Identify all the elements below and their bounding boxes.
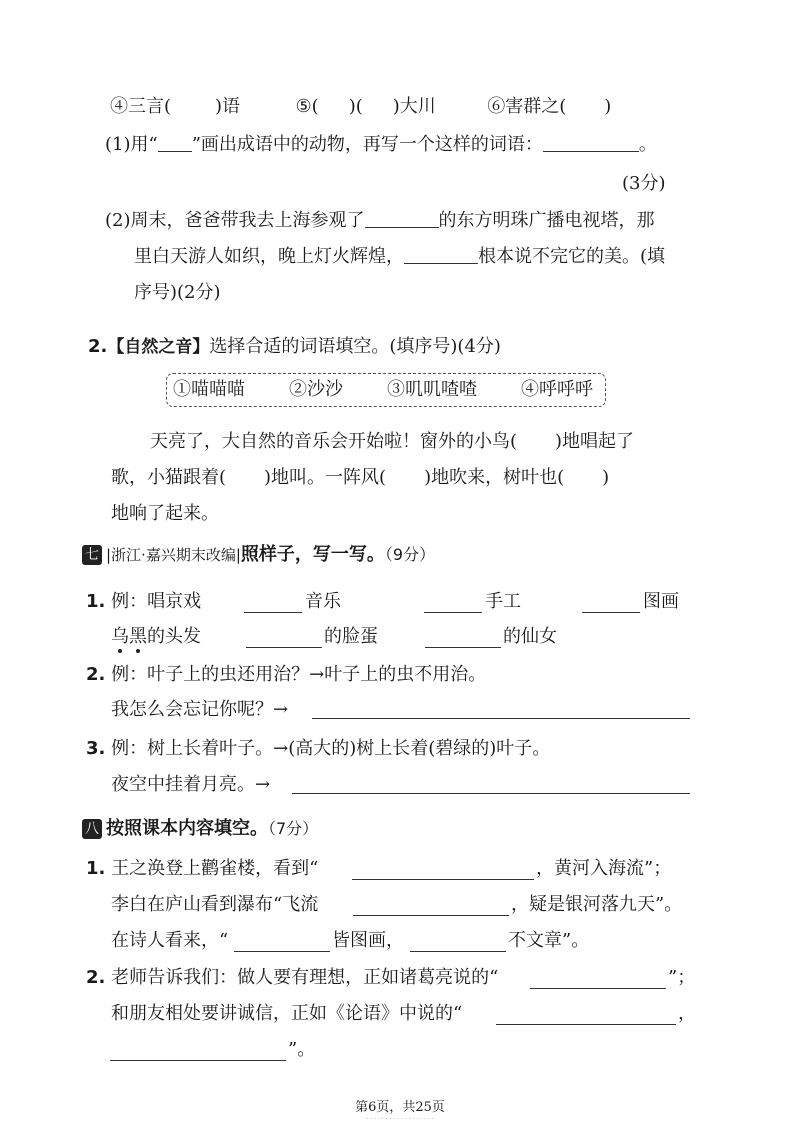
section8-header: 八 按照课本内容填空。（7分） [82, 817, 318, 841]
q2-paragraph-line1: 天亮了，大自然的音乐会开始啦！窗外的小鸟( )地唱起了 [150, 431, 635, 452]
option-2: ②沙沙 [289, 379, 343, 400]
s8-q2-line2: 和朋友相处要讲诚信，正如《论语》中说的“ [111, 1003, 463, 1024]
q1-sub2-line2: 里白天游人如织，晚上灯火辉煌， 根本说不完它的美。(填 [134, 246, 666, 267]
q1-sub1-score: (3分) [622, 173, 666, 194]
q2-header: 2.【自然之音】选择合适的词语填空。(填序号)(4分) [88, 336, 501, 357]
section-title: 照样子，写一写。 [240, 544, 385, 565]
q1-sub2-line1: (2)周末，爸爸带我去上海参观了 的东方明珠广播电视塔，那 [105, 210, 655, 231]
answer-blank[interactable] [244, 594, 302, 613]
answer-line[interactable] [312, 700, 690, 719]
section7-header: 七 |浙江·嘉兴期末改编|照样子，写一写。（9分） [82, 543, 435, 567]
answer-blank[interactable] [410, 933, 506, 952]
word-options-box [166, 373, 606, 407]
answer-blank[interactable] [425, 629, 501, 648]
answer-blank[interactable] [234, 933, 330, 952]
s8-q2-line1: 2. 老师告诉我们：做人要有理想，正如诸葛亮说的“ [86, 967, 499, 988]
s7-q3-prompt: 夜空中挂着月亮。→ [111, 774, 271, 795]
answer-blank[interactable] [530, 970, 666, 989]
answer-blank[interactable] [352, 861, 534, 880]
answer-blank[interactable] [158, 133, 192, 152]
answer-blank[interactable] [496, 1006, 676, 1025]
answer-blank[interactable] [353, 897, 509, 916]
s7-q3-example: 3. 例：树上长着叶子。→(高大的)树上长着(碧绿的)叶子。 [86, 738, 551, 759]
section-badge: 七 [82, 545, 102, 565]
answer-blank[interactable] [365, 209, 439, 228]
answer-blank[interactable] [404, 245, 478, 264]
option-3: ③叽叽喳喳 [387, 379, 477, 400]
s8-q2-line3: ”。 [288, 1039, 316, 1060]
answer-blank[interactable] [582, 594, 640, 613]
answer-blank[interactable] [246, 629, 322, 648]
s8-q1-line2: 李白在庐山看到瀑布“飞流 [111, 894, 319, 915]
idiom-row: ④三言( )语 ⑤( )( )大川 ⑥害群之( ) [110, 96, 612, 117]
answer-line[interactable] [292, 775, 690, 794]
q2-paragraph-line2: 歌，小猫跟着( )地叫。一阵风( )地吹来，树叶也( ) [111, 467, 610, 488]
footer-fine-print: · · · · · · · · · · · · · · · · · · [366, 1116, 434, 1123]
s7-q1-line2: 乌黑的头发 [111, 626, 201, 647]
s7-q1-line1: 1. 例：唱京戏 [86, 591, 202, 612]
answer-blank[interactable] [543, 133, 639, 152]
answer-blank[interactable] [110, 1042, 286, 1061]
s8-q1-line1: 1. 王之涣登上鹳雀楼，看到“ [86, 858, 319, 879]
option-4: ④呼呼呼 [521, 379, 593, 400]
section-badge: 八 [82, 819, 102, 839]
answer-blank[interactable] [424, 594, 482, 613]
section-title: 按照课本内容填空。 [106, 818, 268, 839]
s7-q2-prompt: 我怎么会忘记你呢？→ [111, 699, 289, 720]
s8-q1-line3: 在诗人看来，“ [111, 930, 229, 951]
q1-sub2-line3: 序号)(2分) [134, 282, 221, 303]
q2-paragraph-line3: 地响了起来。 [111, 503, 219, 524]
option-1: ①喵喵喵 [173, 379, 245, 400]
q1-sub1-line: (1)用“ ”画出成语中的动物，再写一个这样的词语： 。 [105, 134, 657, 155]
s7-q2-example: 2. 例：叶子上的虫还用治？→叶子上的虫不用治。 [86, 664, 487, 685]
page-number: 第6页，共25页 [355, 1100, 445, 1115]
